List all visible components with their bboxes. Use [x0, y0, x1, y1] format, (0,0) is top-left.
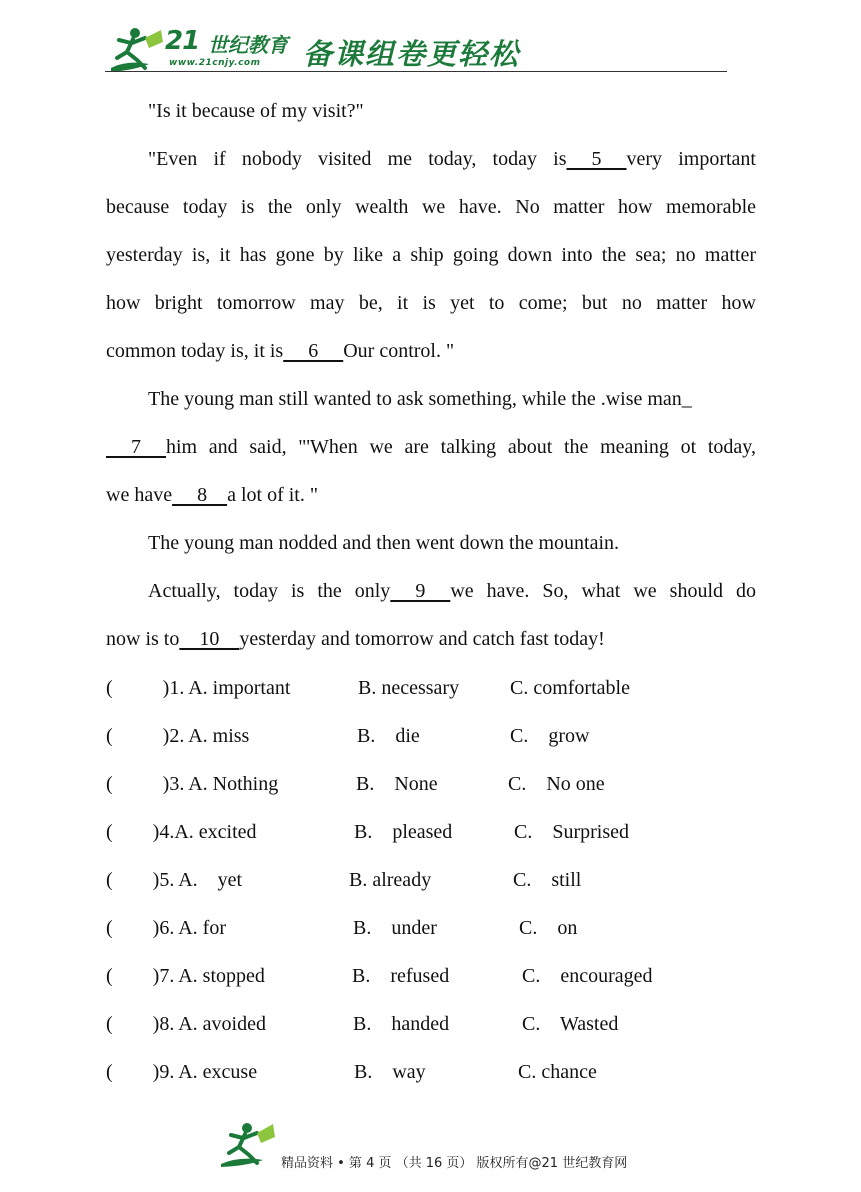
question-row [106, 952, 756, 1000]
slogan: 备课组卷更轻松 [303, 37, 521, 71]
brand-url: www.21cnjy.com [169, 58, 261, 68]
question-option-a: ( )9. A. excuse [106, 1061, 258, 1083]
question-row [106, 808, 756, 856]
question-option-c: C. Surprised [514, 821, 629, 843]
answer-blank: 8 [172, 484, 228, 506]
passage-line: because today is the only wealth we have. No matter how memorable [106, 196, 756, 218]
runner-logo-icon [105, 24, 167, 74]
answer-blank: 5 [566, 148, 627, 170]
question-option-c: C. on [519, 917, 578, 939]
question-option-a: ( )3. A. Nothing [106, 773, 279, 795]
question-option-b: B. under [353, 917, 437, 939]
question-option-a: ( )7. A. stopped [106, 965, 265, 987]
question-row [106, 664, 756, 712]
passage-line: The young man still wanted to ask something, while the .wise man_ [148, 388, 692, 410]
question-option-a: ( )5. A. yet [106, 869, 243, 891]
answer-blank: 10 [179, 628, 240, 650]
question-option-c: C. No one [508, 773, 605, 795]
footer-text: 精品资料 • 第 4 页 （共 16 页） 版权所有@21 世纪教育网 [281, 1156, 628, 1171]
passage-line: "Is it because of my visit?" [148, 100, 364, 122]
question-option-b: B. refused [352, 965, 450, 987]
question-option-c: C. chance [518, 1061, 597, 1083]
passage-line: Actually, today is the only 9 we have. So, what we should do [148, 567, 756, 615]
question-option-b: B. necessary [358, 677, 460, 699]
passage-line: we have 8 a lot of it. " [106, 471, 756, 519]
question-option-c: C. grow [510, 725, 590, 747]
question-row [106, 1000, 756, 1048]
runner-logo-icon [217, 1118, 279, 1168]
question-row [106, 856, 756, 904]
question-option-c: C. Wasted [522, 1013, 619, 1035]
question-row [106, 760, 756, 808]
question-option-a: ( )8. A. avoided [106, 1013, 266, 1035]
question-option-b: B. die [357, 725, 420, 747]
passage-line: 7 him and said, "'When we are talking about the meaning ot today, [106, 423, 756, 471]
question-option-a: ( )6. A. for [106, 917, 226, 939]
page-footer [217, 1118, 657, 1172]
passage-line: now is to 10 yesterday and tomorrow and catch fast today! [106, 615, 756, 663]
question-row [106, 904, 756, 952]
question-option-c: C. still [513, 869, 582, 891]
answer-blank: 6 [283, 340, 344, 362]
question-row [106, 712, 756, 760]
page-header [105, 24, 727, 76]
answer-blank: 7 [106, 436, 166, 458]
question-row [106, 1048, 756, 1096]
brand-number: 21 [165, 26, 200, 56]
question-option-c: C. comfortable [510, 677, 630, 699]
header-divider [105, 71, 727, 72]
passage-line: "Even if nobody visited me today, today is 5 very important [148, 135, 756, 183]
question-option-b: B. None [356, 773, 438, 795]
question-option-b: B. pleased [354, 821, 453, 843]
question-option-a: ( )1. A. important [106, 677, 291, 699]
question-option-a: ( )2. A. miss [106, 725, 250, 747]
question-option-b: B. already [349, 869, 432, 891]
answer-blank: 9 [390, 580, 451, 602]
question-option-a: ( )4.A. excited [106, 821, 257, 843]
question-option-b: B. way [354, 1061, 426, 1083]
passage-line: yesterday is, it has gone by like a ship going down into the sea; no matter [106, 244, 756, 266]
question-option-c: C. encouraged [522, 965, 653, 987]
passage-line: how bright tomorrow may be, it is yet to come; but no matter how [106, 292, 756, 314]
passage-line: The young man nodded and then went down the mountain. [148, 532, 620, 554]
brand-name: 世纪教育 [208, 33, 288, 57]
question-option-b: B. handed [353, 1013, 450, 1035]
passage-line: common today is, it is 6 Our control. " [106, 327, 756, 375]
